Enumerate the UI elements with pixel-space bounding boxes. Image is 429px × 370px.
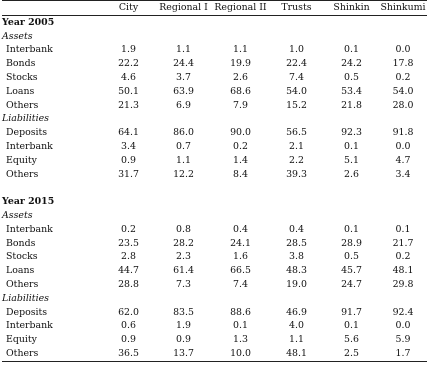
value-cell: 2.2 — [289, 154, 304, 166]
value-cell: 0.0 — [395, 320, 411, 332]
value-cell: 62.0 — [118, 306, 139, 318]
section-heading: Assets — [2, 30, 33, 42]
value-cell: 36.5 — [118, 347, 139, 359]
value-cell: 5.1 — [344, 154, 359, 166]
table-row — [2, 126, 427, 140]
row-label: Equity — [6, 154, 37, 166]
value-cell: 24.7 — [341, 278, 362, 290]
header-cell-blank — [2, 1, 102, 16]
value-cell: 23.5 — [118, 237, 139, 249]
section-heading: Liabilities — [2, 113, 49, 125]
header-cell-city: City — [118, 2, 139, 13]
value-cell: 19.9 — [230, 58, 251, 70]
value-cell: 28.5 — [286, 237, 307, 249]
row-label: Interbank — [6, 320, 53, 332]
value-cell: 0.1 — [344, 44, 359, 56]
value-cell: 1.3 — [233, 334, 248, 346]
table-row — [2, 250, 427, 264]
value-cell: 22.4 — [286, 58, 307, 70]
table-body — [2, 15, 427, 361]
value-cell: 0.9 — [176, 334, 191, 346]
row-label: Equity — [6, 334, 37, 346]
value-cell: 19.0 — [286, 278, 307, 290]
header-cell-regional-1: Regional I — [159, 2, 208, 13]
balance-sheet-table — [2, 0, 427, 362]
section-heading: Assets — [2, 209, 33, 221]
table-row — [2, 99, 427, 113]
section-row — [2, 292, 427, 306]
value-cell: 28.9 — [341, 237, 362, 249]
table-row — [2, 43, 427, 57]
section-heading: Liabilities — [2, 292, 49, 304]
value-cell: 61.4 — [173, 265, 194, 277]
value-cell: 0.2 — [395, 251, 411, 263]
value-cell: 21.3 — [118, 99, 139, 111]
value-cell: 0.9 — [121, 154, 136, 166]
value-cell: 53.4 — [341, 85, 362, 97]
table-row — [2, 278, 427, 292]
row-label: Others — [6, 168, 39, 180]
value-cell: 2.6 — [233, 71, 248, 83]
value-cell: 92.4 — [392, 306, 414, 318]
value-cell: 1.1 — [176, 44, 191, 56]
row-label: Others — [6, 347, 39, 359]
value-cell: 54.0 — [286, 85, 307, 97]
value-cell: 83.5 — [173, 306, 194, 318]
value-cell: 48.1 — [286, 347, 307, 359]
year-heading: Year 2005 — [2, 16, 55, 28]
value-cell: 3.4 — [121, 140, 136, 152]
value-cell: 68.6 — [230, 85, 251, 97]
table-row — [2, 306, 427, 320]
row-label: Deposits — [6, 127, 48, 139]
value-cell: 0.4 — [289, 223, 304, 235]
value-cell: 12.2 — [173, 168, 194, 180]
value-cell: 0.4 — [233, 223, 248, 235]
value-cell: 48.1 — [392, 265, 414, 277]
row-label: Interbank — [6, 223, 53, 235]
value-cell: 24.2 — [341, 58, 362, 70]
value-cell: 22.2 — [118, 58, 139, 70]
value-cell: 46.9 — [286, 306, 307, 318]
value-cell: 5.6 — [344, 334, 359, 346]
value-cell: 0.0 — [395, 44, 411, 56]
value-cell: 48.3 — [286, 265, 307, 277]
value-cell: 0.6 — [121, 320, 136, 332]
value-cell: 0.5 — [344, 251, 359, 263]
value-cell: 2.5 — [344, 347, 359, 359]
value-cell: 31.7 — [118, 168, 139, 180]
header-cell-shinkumi: Shinkumi — [380, 2, 426, 13]
value-cell: 7.4 — [233, 278, 248, 290]
year-row — [2, 195, 427, 209]
value-cell: 91.8 — [392, 127, 414, 139]
value-cell: 4.0 — [289, 320, 304, 332]
year-row — [2, 15, 427, 29]
row-label: Others — [6, 278, 39, 290]
value-cell: 24.1 — [230, 237, 251, 249]
value-cell: 0.1 — [395, 223, 411, 235]
table-row — [2, 237, 427, 251]
table-header-row — [2, 1, 427, 16]
value-cell: 0.1 — [344, 320, 359, 332]
value-cell: 1.4 — [233, 154, 248, 166]
year-heading: Year 2015 — [2, 196, 55, 208]
value-cell: 0.5 — [344, 71, 359, 83]
value-cell: 1.1 — [233, 44, 248, 56]
value-cell: 4.7 — [395, 154, 411, 166]
value-cell: 2.1 — [289, 140, 304, 152]
value-cell: 92.3 — [341, 127, 362, 139]
row-label: Interbank — [6, 44, 53, 56]
value-cell: 0.8 — [176, 223, 191, 235]
value-cell: 17.8 — [392, 58, 414, 70]
row-label: Interbank — [6, 140, 53, 152]
value-cell: 13.7 — [173, 347, 194, 359]
value-cell: 3.8 — [289, 251, 304, 263]
value-cell: 90.0 — [230, 127, 251, 139]
table-row — [2, 57, 427, 71]
value-cell: 24.4 — [173, 58, 194, 70]
value-cell: 6.9 — [176, 99, 191, 111]
value-cell: 21.8 — [341, 99, 362, 111]
table-row — [2, 347, 427, 361]
value-cell: 0.7 — [176, 140, 191, 152]
table-row — [2, 71, 427, 85]
value-cell: 10.0 — [230, 347, 251, 359]
row-label: Others — [6, 99, 39, 111]
row-label: Bonds — [6, 237, 36, 249]
value-cell: 54.0 — [392, 85, 414, 97]
value-cell: 2.8 — [121, 251, 136, 263]
row-label: Stocks — [6, 71, 38, 83]
value-cell: 3.4 — [395, 168, 411, 180]
row-label: Deposits — [6, 306, 48, 318]
value-cell: 56.5 — [286, 127, 307, 139]
value-cell: 1.9 — [176, 320, 191, 332]
value-cell: 86.0 — [173, 127, 194, 139]
value-cell: 0.0 — [395, 140, 411, 152]
header-cell-trusts: Trusts — [281, 2, 312, 13]
spacer-cell — [2, 181, 427, 195]
value-cell: 1.1 — [289, 334, 304, 346]
value-cell: 28.8 — [118, 278, 139, 290]
value-cell: 7.3 — [176, 278, 191, 290]
value-cell: 1.7 — [395, 347, 411, 359]
value-cell: 1.0 — [289, 44, 304, 56]
row-label: Bonds — [6, 58, 36, 70]
value-cell: 0.2 — [121, 223, 136, 235]
header-cell-shinkin: Shinkin — [333, 2, 370, 13]
value-cell: 15.2 — [286, 99, 307, 111]
section-row — [2, 209, 427, 223]
header-cell-regional-2: Regional II — [214, 2, 267, 13]
value-cell: 0.2 — [395, 71, 411, 83]
table-row — [2, 168, 427, 182]
value-cell: 66.5 — [230, 265, 251, 277]
value-cell: 39.3 — [286, 168, 307, 180]
row-label: Stocks — [6, 251, 38, 263]
value-cell: 91.7 — [341, 306, 362, 318]
value-cell: 7.9 — [233, 99, 248, 111]
value-cell: 1.6 — [233, 251, 248, 263]
section-row — [2, 30, 427, 44]
section-row — [2, 112, 427, 126]
value-cell: 0.1 — [344, 223, 359, 235]
value-cell: 88.6 — [230, 306, 251, 318]
value-cell: 64.1 — [118, 127, 139, 139]
value-cell: 28.0 — [392, 99, 414, 111]
value-cell: 7.4 — [289, 71, 304, 83]
value-cell: 4.6 — [121, 71, 136, 83]
value-cell: 29.8 — [392, 278, 414, 290]
value-cell: 0.2 — [233, 140, 248, 152]
value-cell: 0.1 — [233, 320, 248, 332]
value-cell: 2.6 — [344, 168, 359, 180]
table-row — [2, 154, 427, 168]
table-row — [2, 319, 427, 333]
value-cell: 1.9 — [121, 44, 136, 56]
table-row — [2, 223, 427, 237]
value-cell: 8.4 — [233, 168, 248, 180]
value-cell: 5.9 — [395, 334, 411, 346]
value-cell: 0.9 — [121, 334, 136, 346]
table-row — [2, 333, 427, 347]
value-cell: 0.1 — [344, 140, 359, 152]
value-cell: 28.2 — [173, 237, 194, 249]
value-cell: 1.1 — [176, 154, 191, 166]
value-cell: 50.1 — [118, 85, 139, 97]
value-cell: 45.7 — [341, 265, 362, 277]
table-row — [2, 85, 427, 99]
value-cell: 44.7 — [118, 265, 139, 277]
row-label: Loans — [6, 265, 35, 277]
row-label: Loans — [6, 85, 35, 97]
value-cell: 21.7 — [392, 237, 414, 249]
value-cell: 3.7 — [176, 71, 191, 83]
spacer-row — [2, 181, 427, 195]
value-cell: 2.3 — [176, 251, 191, 263]
value-cell: 63.9 — [173, 85, 194, 97]
table-row — [2, 140, 427, 154]
table-row — [2, 264, 427, 278]
